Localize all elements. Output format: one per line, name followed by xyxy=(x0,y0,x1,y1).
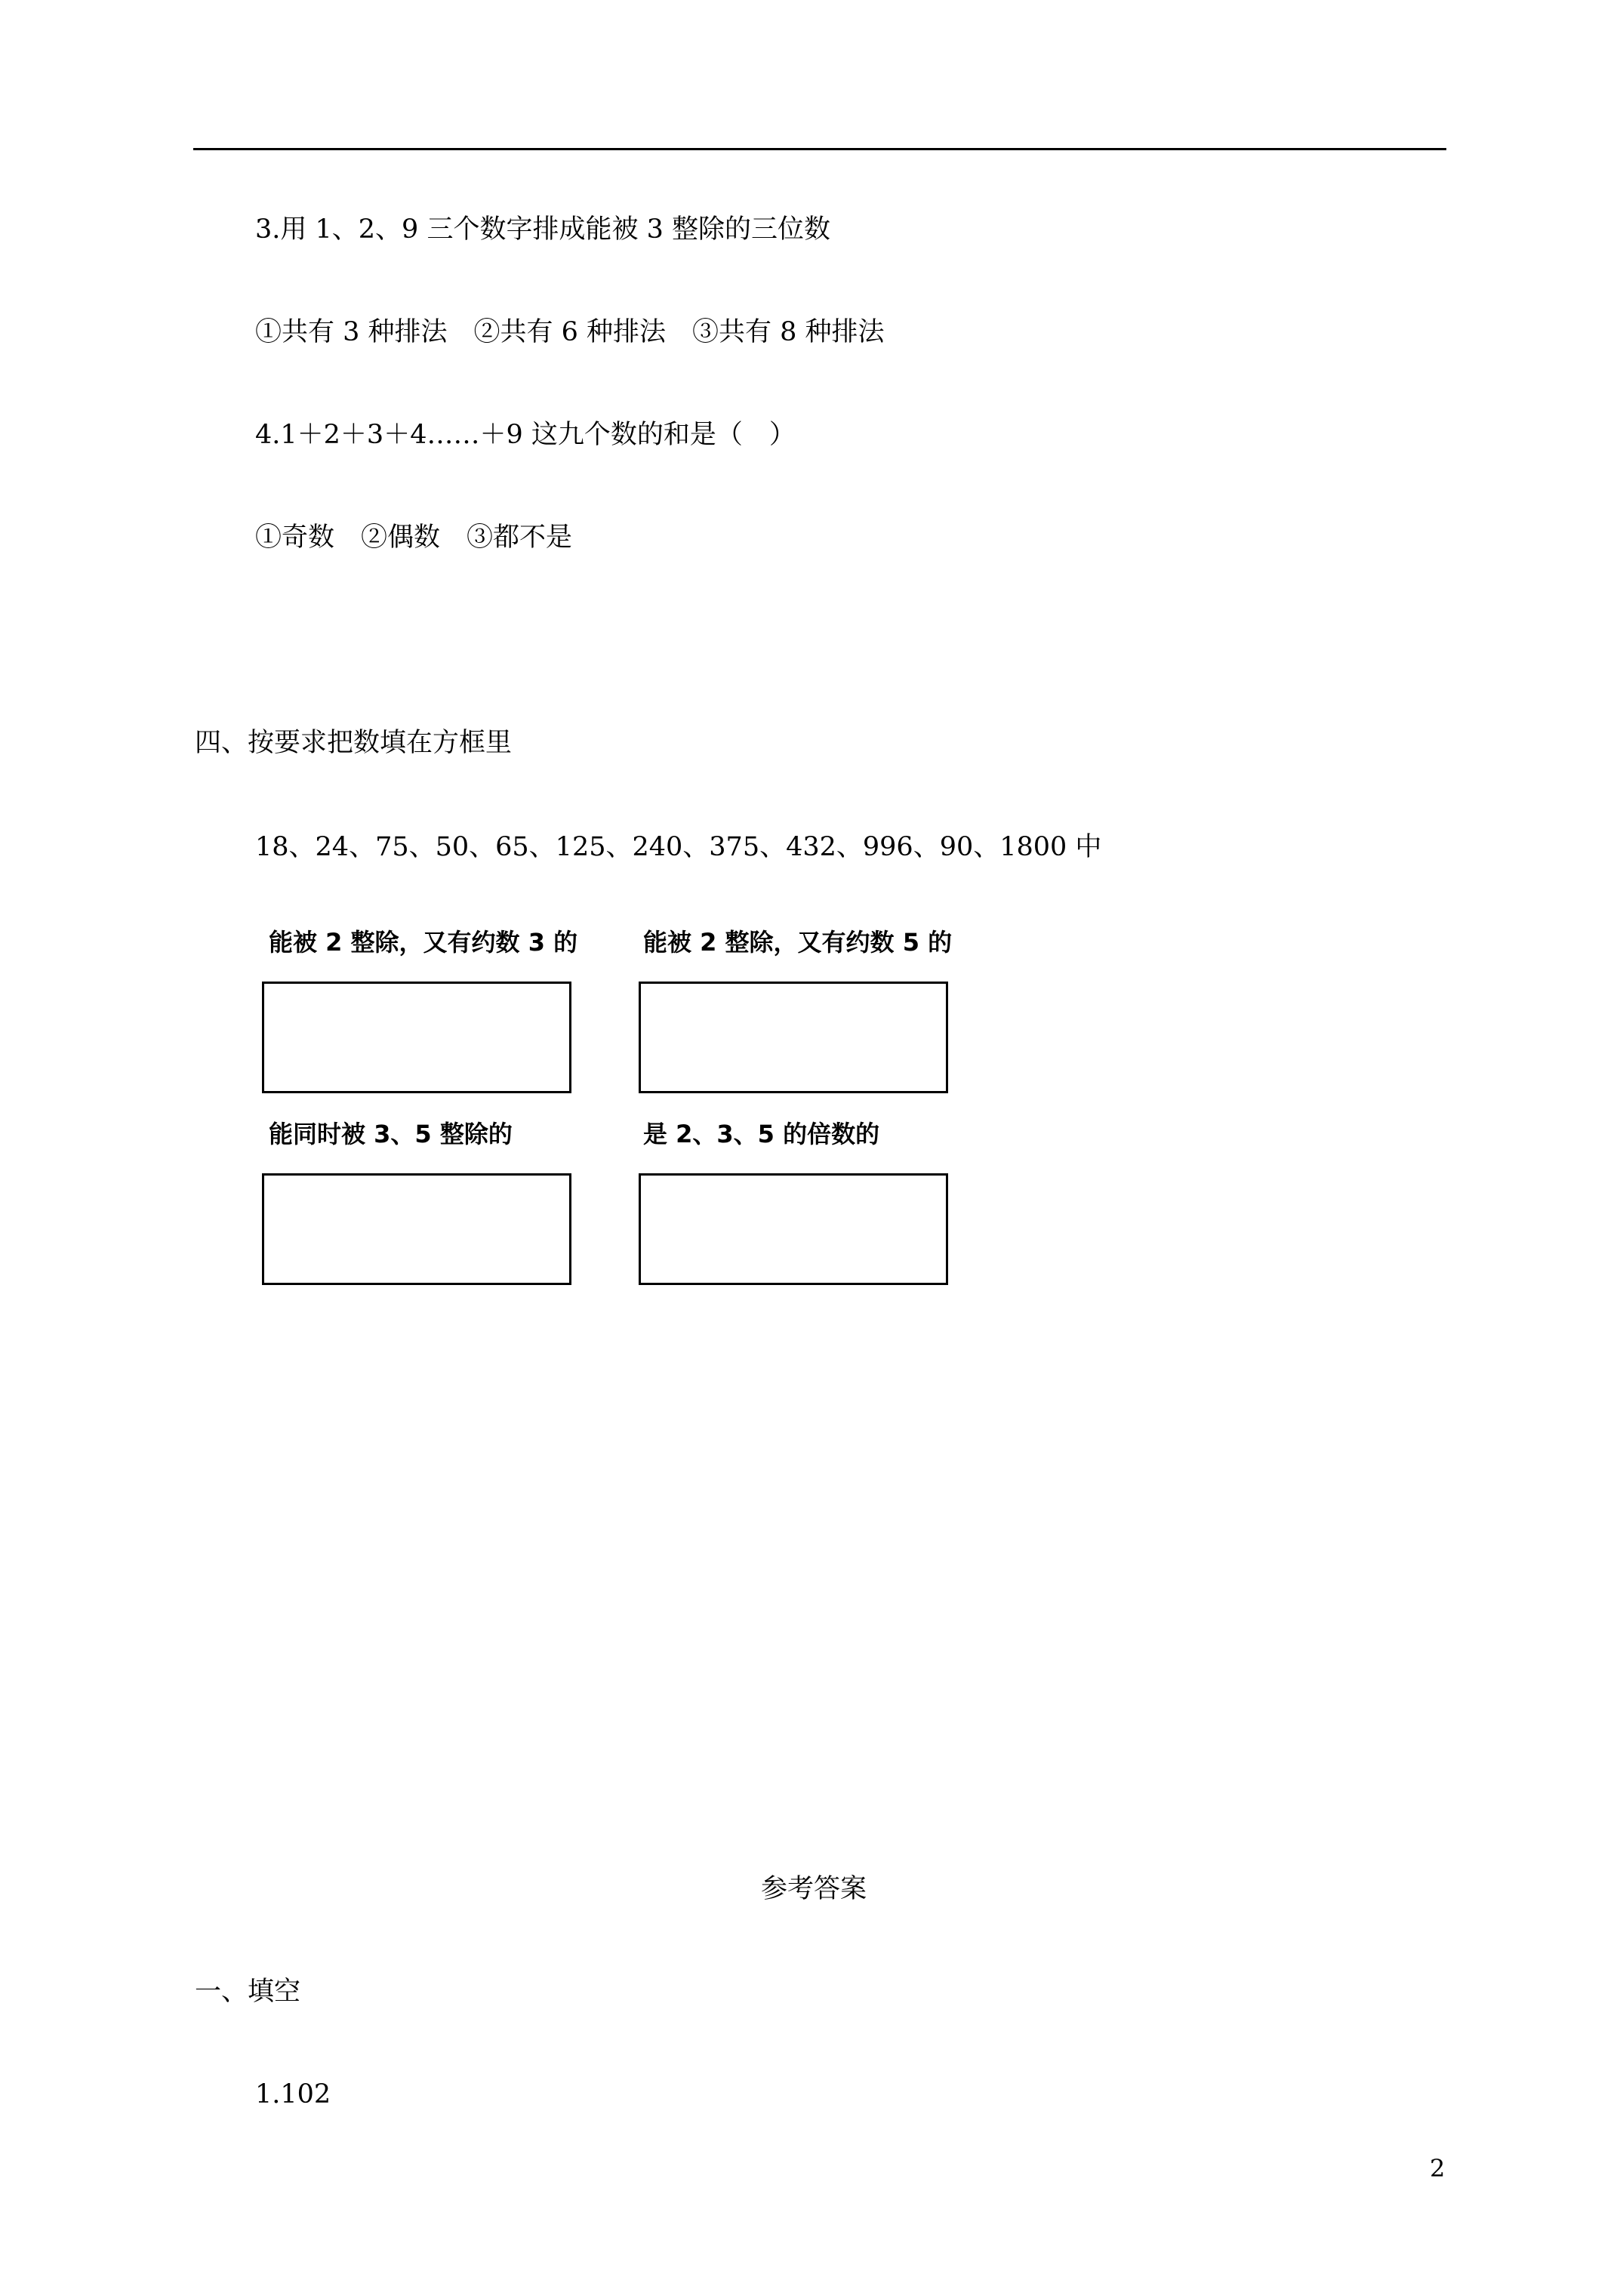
answer-box-div2-factor5[interactable] xyxy=(639,982,948,1093)
answers-section-1-heading: 一、填空 xyxy=(195,1977,301,2007)
question-3-options: ①共有 3 种排法 ②共有 6 种排法 ③共有 8 种排法 xyxy=(255,317,885,347)
box-label-div3-and-5: 能同时被 3、5 整除的 xyxy=(269,1120,513,1148)
question-4-options: ①奇数 ②偶数 ③都不是 xyxy=(255,522,573,553)
answers-title: 参考答案 xyxy=(761,1874,867,1904)
section-4-heading: 四、按要求把数填在方框里 xyxy=(195,728,513,758)
header-rule xyxy=(193,148,1446,150)
answer-item-1: 1.102 xyxy=(255,2079,331,2110)
answer-box-div3-and-5[interactable] xyxy=(262,1173,571,1285)
question-3-text: 3.用 1、2、9 三个数字排成能被 3 整除的三位数 xyxy=(255,214,830,245)
question-4-text: 4.1＋2＋3＋4……＋9 这九个数的和是（ ） xyxy=(255,420,796,450)
section-4-numbers: 18、24、75、50、65、125、240、375、432、996、90、1800 中 xyxy=(255,832,1102,862)
box-label-div2-factor3: 能被 2 整除，又有约数 3 的 xyxy=(269,928,578,957)
page-number: 2 xyxy=(1430,2154,1446,2183)
box-label-div2-factor5: 能被 2 整除，又有约数 5 的 xyxy=(643,928,953,957)
answer-box-multiple-2-3-5[interactable] xyxy=(639,1173,948,1285)
box-label-multiple-2-3-5: 是 2、3、5 的倍数的 xyxy=(643,1120,880,1148)
answer-box-div2-factor3[interactable] xyxy=(262,982,571,1093)
